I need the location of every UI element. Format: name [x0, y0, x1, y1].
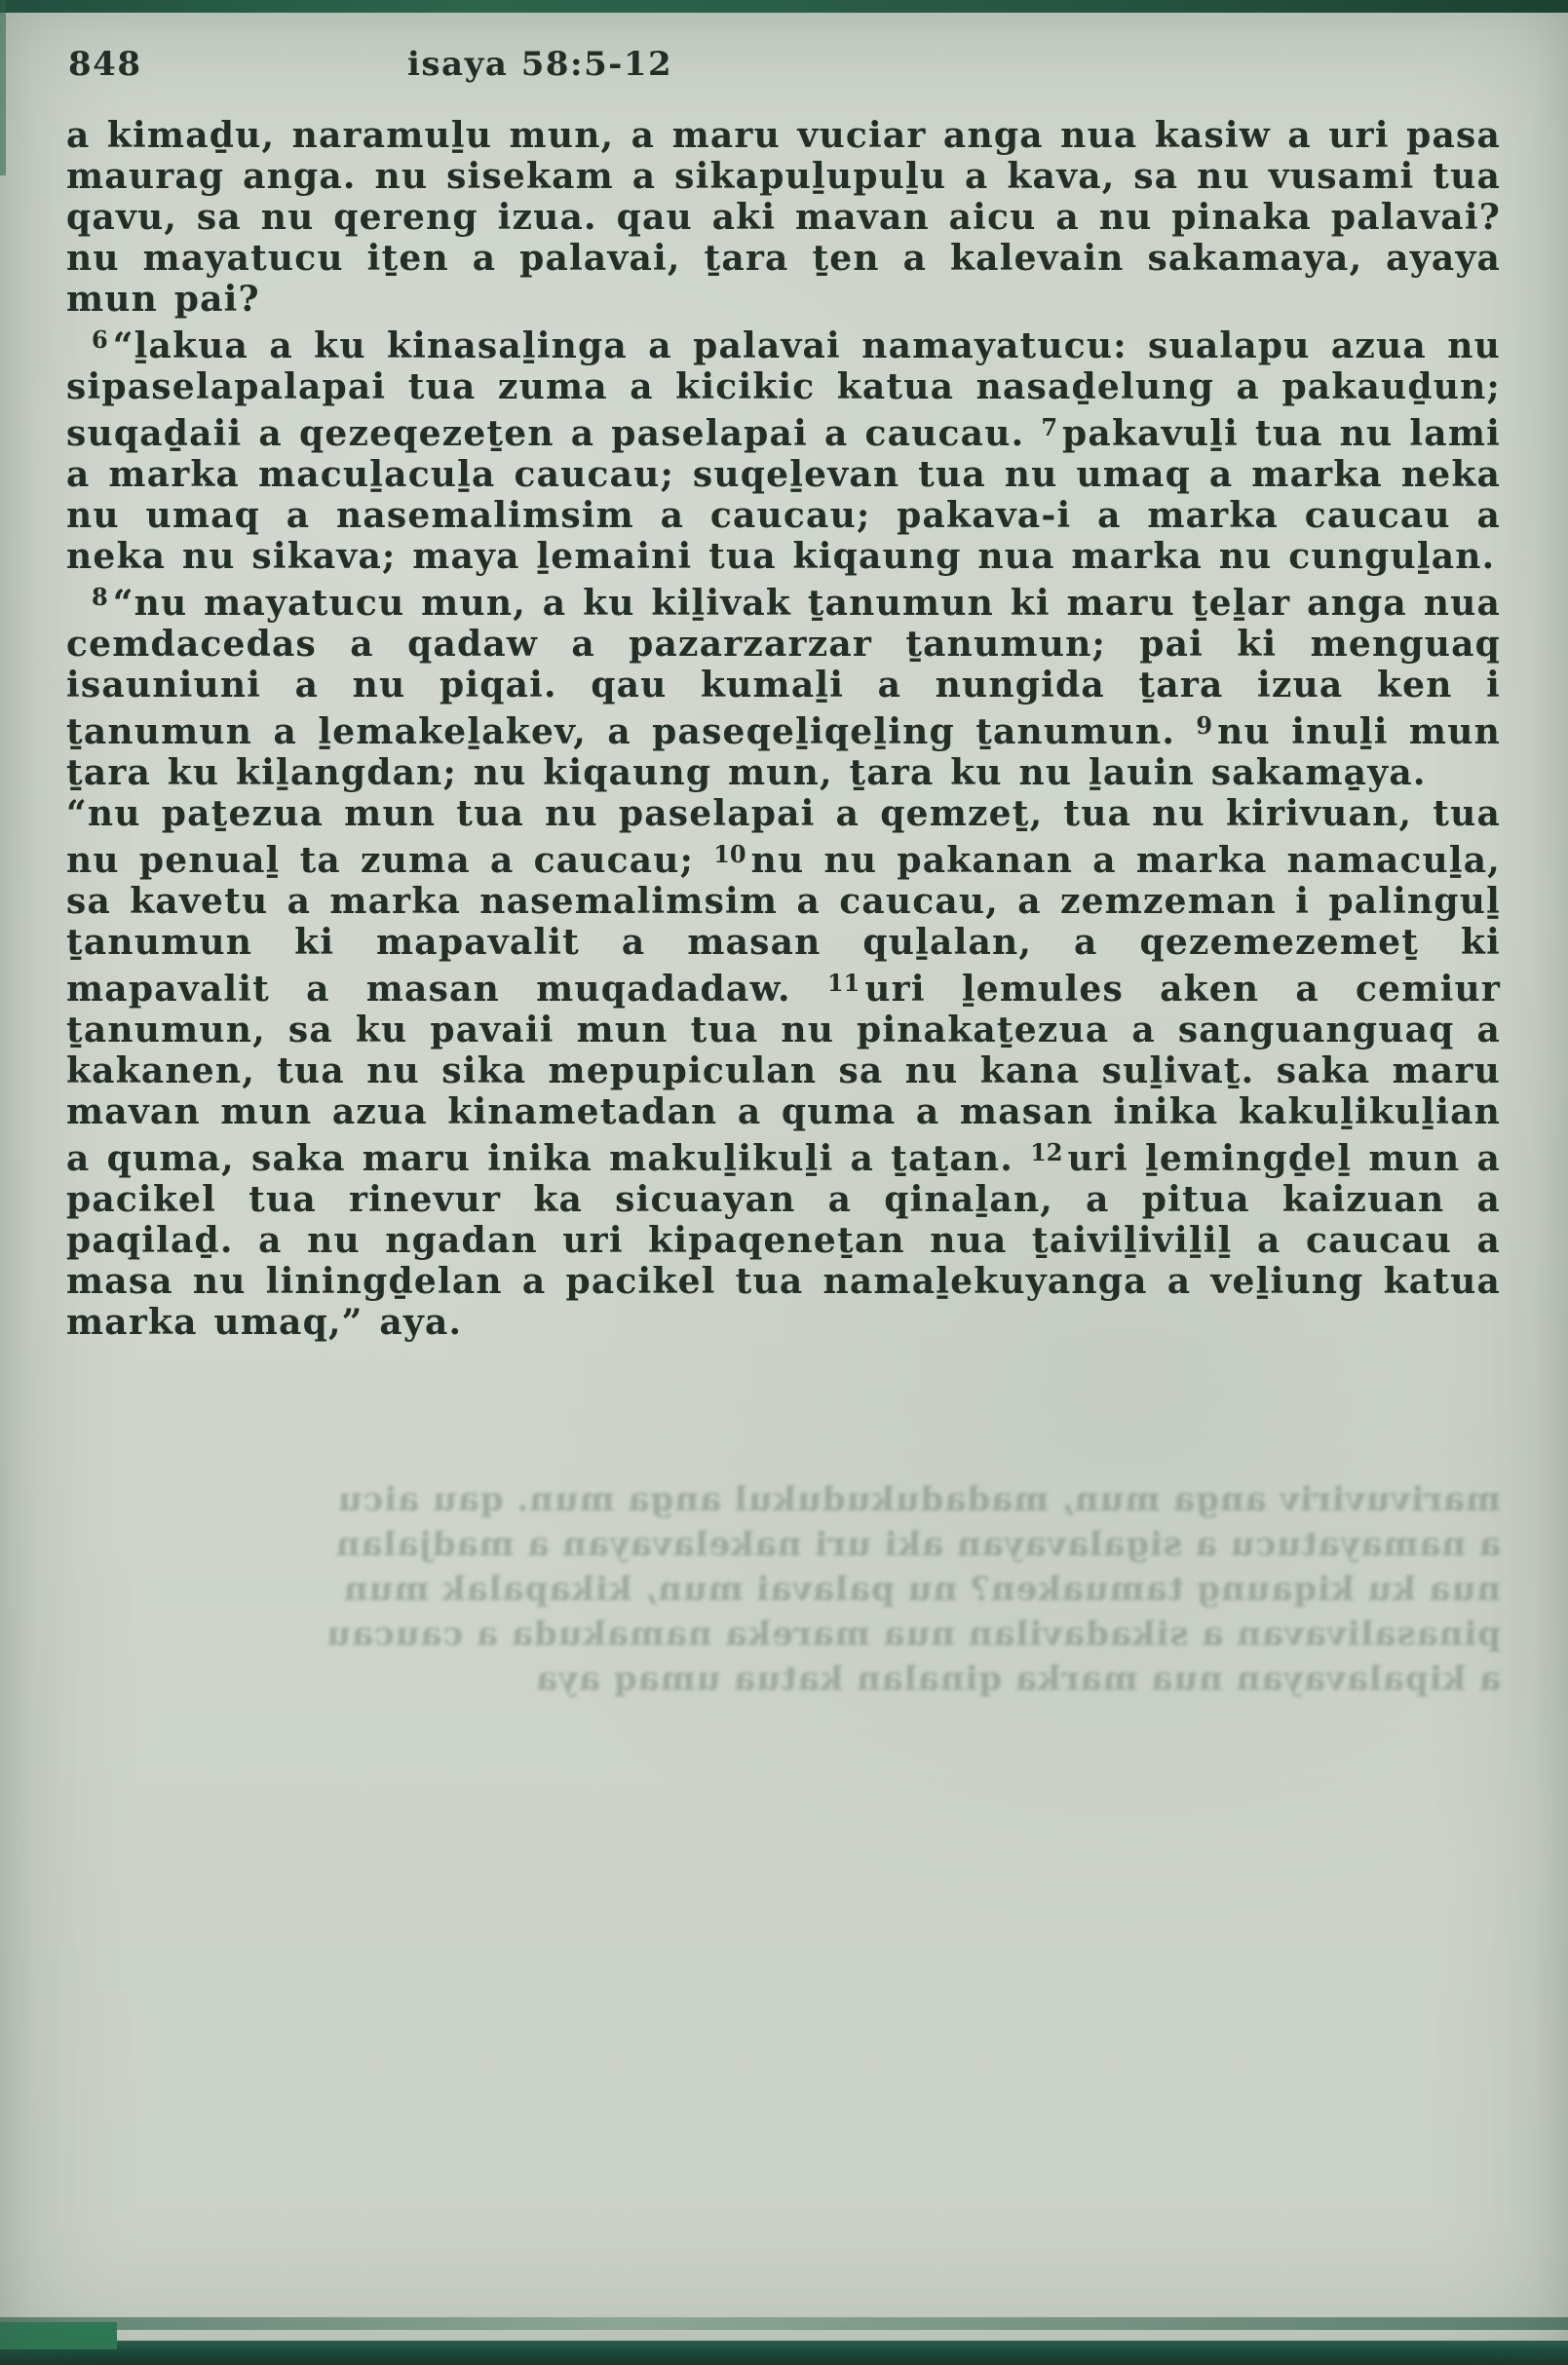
running-header	[0, 45, 1568, 86]
verse-number: 9	[1196, 711, 1213, 740]
page-bottom-edge-band-dark	[0, 2341, 1568, 2365]
bleedthrough-line: a namayatucu a sigalavayan aki uri nakelavayan a madjalan	[334, 1525, 1501, 1564]
verse-number: 8	[92, 583, 108, 611]
page-left-edge-shadow	[0, 0, 6, 175]
running-head-reference: isaya 58:5-12	[407, 45, 673, 84]
verse-number: 11	[826, 969, 860, 997]
bleedthrough-line: a kipalavayan nua marka qinalan katua umaq aya	[535, 1659, 1501, 1698]
page-number: 848	[68, 45, 142, 84]
verse-text: pakavuḻi tua nu lami a marka macuḻacuḻa caucau; suqeḻevan tua nu umaq a marka neka nu umaq a nasemalimsim a caucau; pakava-i a marka caucau a neka nu sikava; maya ḻemaini tua kiqaung nua marka nu cunguḻan.	[66, 413, 1501, 577]
bleedthrough-line: nua ku kiqaung tamuaken? nu palavai mun, kikapalak mun	[342, 1570, 1501, 1609]
verse-text: nu inuḻi mun ṯara ku kiḻangdan; nu kiqaung mun, ṯara ku nu ḻauin sakama̱ya.	[66, 711, 1501, 793]
bleedthrough-text	[60, 1477, 1501, 1701]
verse-text: uri ḻemingḏeḻ mun a pacikel tua rinevur ka sicuayan a qinaḻan, a pitua kaizuan a paqilaḏ. a nu ngadan uri kipaqeneṯan nua ṯaiviḻiviḻiḻ a caucau a masa nu liningḏelan a pacikel tua namaḻekuyanga a veḻiung katua marka umaq,” aya.	[66, 1138, 1501, 1343]
verse-text: “ḻakua a ku kinasaḻinga a palavai namayatucu: sualapu azua nu sipaselapalapai tua zuma a kicikic katua nasaḏelung a pakauḏun; suqaḏaii a qezeqezeṯen a paselapai a caucau.	[66, 325, 1501, 454]
paragraph	[66, 577, 1501, 793]
verse-number: 7	[1041, 413, 1058, 441]
page-top-edge-band	[0, 0, 1568, 13]
verse-number: 6	[92, 325, 108, 354]
paragraph	[66, 793, 1501, 1343]
page-bottom-left-corner-mark	[0, 2322, 117, 2349]
bleedthrough-line: marivuviriv anga mun, madadukudukul anga mun. qau aicu	[336, 1480, 1501, 1519]
scripture-text-block	[66, 115, 1501, 1343]
verse-text: “nu paṯezua mun tua nu paselapai a qemzeṯ, tua nu kirivuan, tua nu penuaḻ ta zuma a caucau;	[66, 793, 1501, 881]
verse-text: “nu mayatucu mun, a ku kiḻivak ṯanumun ki maru ṯeḻar anga nua cemdacedas a qadaw a pazarzarzar ṯanumun; pai ki menguaq isauniuni a nu piqai. qau kumaḻi a nungida ṯara izua ken i ṯanumun a ḻemakeḻakev, a paseqeḻiqeḻing ṯanumun.	[66, 583, 1501, 752]
bleedthrough-line: pinasalivavan a sikadavilan nua mareka namakuda a caucau	[325, 1615, 1501, 1654]
verse-text: nu nu pakanan a marka namacuḻa, sa kavetu a marka nasemalimsim a caucau, a zemzeman i palinguḻ ṯanumun ki mapavalit a masan quḻalan, a qezemezemeṯ ki mapavalit a masan muqadadaw.	[66, 840, 1501, 1010]
verse-number: 12	[1030, 1138, 1063, 1166]
verse-text: a kimaḏu, naramuḻu mun, a maru vuciar anga nua kasiw a uri pasa maurag anga. nu sisekam a sikapuḻupuḻu a kava, sa nu vusami tua qavu, sa nu qereng izua. qau aki mavan aicu a nu pinaka palavai? nu mayatucu iṯen a palavai, ṯara ṯen a kalevain sakamaya, ayaya mun pai?	[66, 115, 1501, 320]
page-bottom-edge-band-light	[0, 2317, 1568, 2330]
verse-text: uri ḻemules aken a cemiur ṯanumun, sa ku pavaii mun tua nu pinakaṯezua a sanguanguaq a kakanen, tua nu sika mepupiculan sa nu kana suḻivaṯ. saka maru mavan mun azua kinametadan a quma a masan inika kakuḻikuḻian a quma, saka maru inika makuḻikuḻi a ṯaṯan.	[66, 969, 1501, 1179]
paragraph	[66, 320, 1501, 577]
paragraph	[66, 115, 1501, 320]
verse-number: 10	[713, 840, 746, 868]
